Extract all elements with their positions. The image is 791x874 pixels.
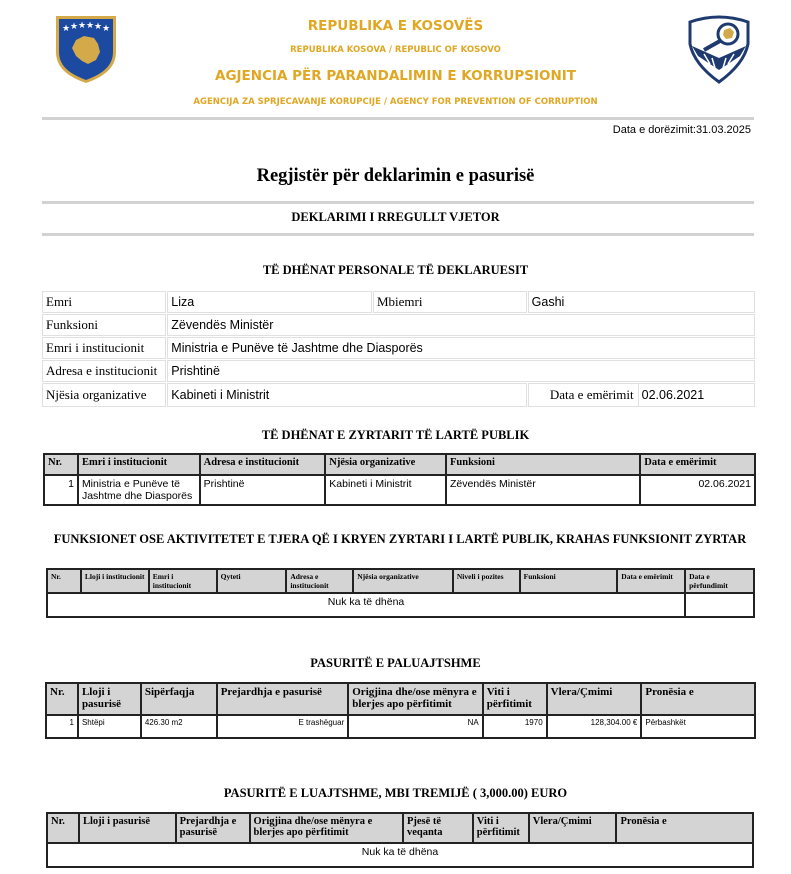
svg-text:★: ★ (62, 24, 71, 34)
unit-value: Kabineti i Ministrit (167, 383, 526, 407)
declaration-type: DEKLARIMI I RREGULLT VJETOR (291, 210, 500, 224)
cell-appointed: 02.06.2021 (640, 475, 755, 505)
anti-corruption-agency-logo-icon (684, 14, 754, 86)
col-value: Vlera/Çmimi (547, 683, 642, 715)
svg-text:★: ★ (78, 21, 87, 31)
movable-section-title: PASURITË E LUAJTSHME, MBI TREMIJË ( 3,000.00) EURO (223, 786, 568, 800)
other-functions-section-title: FUNKSIONET OSE AKTIVITETET E TJERA QË I KRYEN ZYRTARI I LARTË PUBLIK, KRAHAS FUNKSIONIT ZYRTAR (53, 532, 747, 546)
col-acquisition: Origjina dhe/ose mënyra e blerjes apo përfitimit (250, 813, 403, 843)
col-nr: Nr. (44, 454, 78, 475)
col-institution-name: Emri i institucionit (149, 569, 217, 593)
function-value: Zëvendës Ministër (167, 314, 755, 336)
col-type: Lloji i pasurisë (79, 813, 176, 843)
col-function: Funksioni (520, 569, 618, 593)
unit-label: Njësia organizative (42, 383, 166, 407)
divider (42, 201, 754, 204)
address-value: Prishtinë (167, 360, 755, 382)
svg-text:★: ★ (86, 21, 95, 31)
header-republic-translations: REPUBLIKA KOSOVA / REPUBLIC OF KOSOVO (290, 45, 501, 55)
col-year: Viti i përfitimit (473, 813, 529, 843)
col-acquisition: Origjina dhe/ose mënyra e blerjes apo përfitimit (348, 683, 482, 715)
svg-text:★: ★ (94, 22, 103, 32)
col-unit: Njësia organizative (325, 454, 446, 475)
table-row (44, 475, 755, 505)
function-label: Funksioni (42, 314, 166, 336)
cell-value: 128,304.00 € (547, 715, 642, 738)
col-nr: Nr. (47, 569, 81, 593)
col-nr: Nr. (46, 683, 78, 715)
cell-unit: Kabineti i Ministrit (325, 475, 446, 505)
col-year: Viti i përfitimit (483, 683, 547, 715)
header-agency: AGJENCIA PËR PARANDALIMIN E KORRUPSIONIT (215, 68, 576, 84)
col-type: Lloji i pasurisë (78, 683, 141, 715)
col-institution: Emri i institucionit (78, 454, 200, 475)
col-origin: Prejardhja e pasurisë (176, 813, 250, 843)
col-value: Vlera/Çmimi (529, 813, 617, 843)
col-appointed: Data e emërimit (640, 454, 755, 475)
col-unit: Njësia organizative (353, 569, 453, 593)
personal-section-title: TË DHËNAT PERSONALE TË DEKLARUESIT (262, 263, 529, 277)
col-nr: Nr. (47, 813, 79, 843)
header-divider (42, 117, 754, 120)
col-appointed: Data e emërimit (617, 569, 685, 593)
col-origin: Prejardhja e pasurisë (217, 683, 349, 715)
header-republic: REPUBLIKA E KOSOVËS (307, 18, 484, 34)
cell-acquisition: NA (348, 715, 482, 738)
col-city: Qyteti (217, 569, 287, 593)
submission-date: Data e dorëzimit:31.03.2025 (612, 124, 751, 136)
cell-nr: 1 (44, 475, 78, 505)
first-name-label: Emri (42, 291, 166, 313)
appointed-value: 02.06.2021 (641, 388, 705, 402)
col-address: Adresa e institucionit (286, 569, 353, 593)
table-row (46, 715, 755, 738)
header-agency-translations: AGENCIJA ZA SPRJECAVANJE KORUPCIJE / AGENCY FOR PREVENTION OF CORRUPTION (193, 97, 598, 107)
appointed-label: Data e emërimit (529, 384, 639, 406)
cell-function: Zëvendës Ministër (446, 475, 640, 505)
other-functions-table (46, 568, 755, 618)
cell-year: 1970 (483, 715, 547, 738)
svg-text:★: ★ (70, 22, 79, 32)
institution-value: Ministria e Punëve të Jashtme dhe Diasporës (167, 337, 755, 359)
cell-institution: Ministria e Punëve të Jashtme dhe Diasporës (78, 475, 200, 505)
document-title: Regjistër për deklarimin e pasurisë (256, 166, 535, 186)
col-function: Funksioni (446, 454, 640, 475)
cell-ownership: Përbashkët (641, 715, 755, 738)
col-parts: Pjesë të veqanta (403, 813, 473, 843)
empty-message: Nuk ka të dhëna (47, 593, 685, 617)
empty-message: Nuk ka të dhëna (47, 843, 753, 867)
col-address: Adresa e institucionit (200, 454, 326, 475)
immovable-section-title: PASURITË E PALUAJTSHME (310, 656, 481, 670)
movable-property-table (46, 812, 754, 868)
last-name-label: Mbiemri (373, 291, 527, 313)
empty-row (47, 593, 754, 617)
institution-label: Emri i institucionit (42, 337, 166, 359)
col-ownership: Pronësia e (616, 813, 753, 843)
col-position-level: Niveli i pozites (453, 569, 520, 593)
cell-area: 426.30 m2 (141, 715, 217, 738)
immovable-property-table (45, 682, 756, 739)
last-name-value: Gashi (528, 291, 755, 313)
personal-data-table (41, 290, 756, 408)
col-area: Sipërfaqja (141, 683, 217, 715)
cell-origin: E trashëguar (217, 715, 349, 738)
col-institution-type: Lloji i institucionit (81, 569, 149, 593)
empty-row (47, 843, 753, 867)
cell-type: Shtëpi (78, 715, 141, 738)
first-name-value: Liza (167, 291, 372, 313)
col-end-date: Data e përfundimit (685, 569, 754, 593)
official-section-title: TË DHËNAT E ZYRTARIT TË LARTË PUBLIK (261, 428, 530, 442)
cell-address: Prishtinë (200, 475, 326, 505)
svg-text:★: ★ (102, 24, 111, 34)
col-ownership: Pronësia e (641, 683, 755, 715)
cell-nr: 1 (46, 715, 78, 738)
official-data-table (43, 453, 756, 506)
divider (42, 233, 754, 236)
address-label: Adresa e institucionit (42, 360, 166, 382)
